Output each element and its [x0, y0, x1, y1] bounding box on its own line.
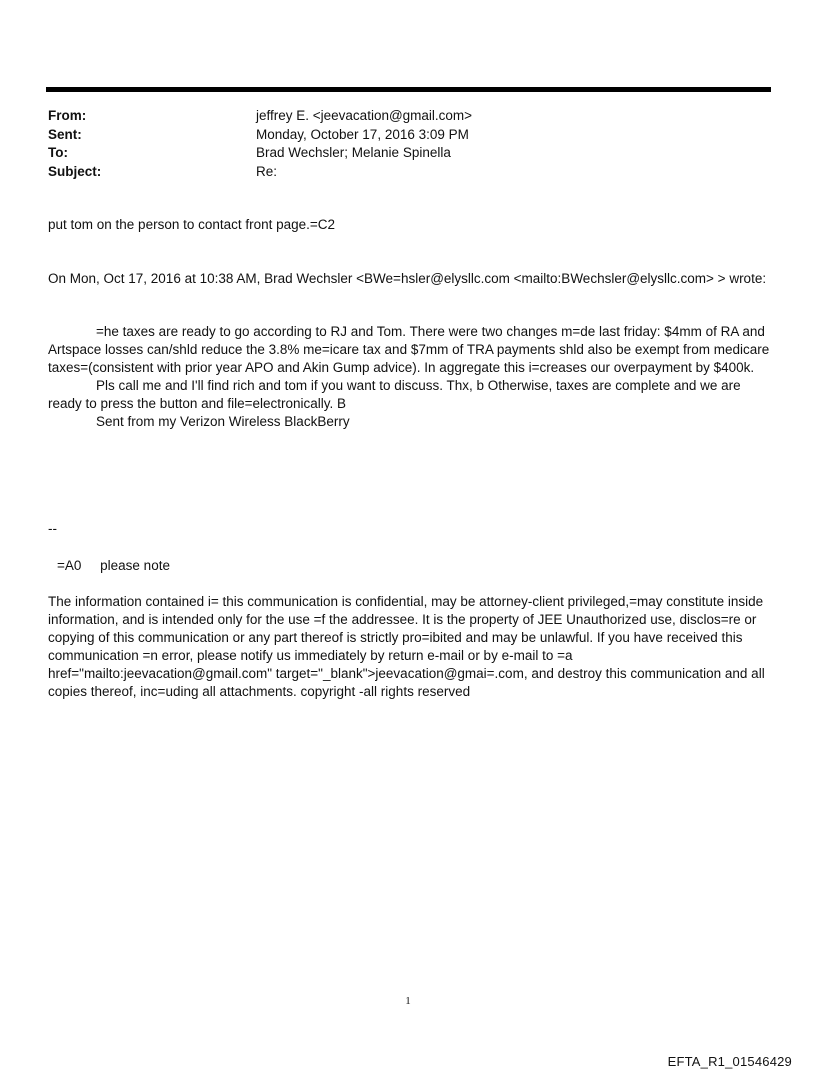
header-divider-rule: [46, 87, 771, 92]
sent-value: Monday, October 17, 2016 3:09 PM: [256, 126, 469, 142]
confidentiality-disclaimer: The information contained i= this communication is confidential, may be attorney-client privileged,=may constitute inside information, and is intended only for the use =f the addressee. It is the property of JEE Unauthorized use, disclos=re or copying of this communication or any part thereof is strictly pro=ibited and may be unlawful. If you have received this communication =n error, please notify us immediately by return e-mail or by e-mail to =a href="mailto:jeevacation@gmail.com" target="_blank">jeevacation@gmai=.com, and destroy this communication and all copies thereof, inc=uding all attachments. copyright -all rights reserved: [48, 594, 765, 699]
sent-label: Sent:: [48, 126, 82, 142]
to-label: To:: [48, 145, 68, 160]
from-value: jeffrey E. <jeevacation@gmail.com>: [256, 108, 473, 123]
signature-separator: --: [48, 521, 57, 536]
subject-label: Subject:: [48, 163, 102, 179]
quoted-signature: Sent from my Verizon Wireless BlackBerry: [96, 414, 350, 429]
quoted-paragraph-1: =he taxes are ready to go according to RJ and Tom. There were two changes m=de last friday: $4mm of RA and Artspace losses can/shld reduce the 3.8% me=icare tax and $7mm of TRA payments shld also be exempt from medicare taxes=(consistent with prior year APO and Akin Gump advice). In aggregate this i=creases our overpayment by $400k.: [48, 324, 770, 375]
to-value: Brad Wechsler; Melanie Spinella: [256, 145, 451, 160]
from-label: From:: [48, 108, 87, 123]
email-header-block: [48, 107, 768, 181]
header-row-from: [48, 107, 768, 126]
header-row-sent: [48, 126, 768, 145]
page-number: 1: [405, 995, 411, 1007]
subject-value: Re:: [256, 163, 278, 179]
quoted-paragraph-2: Pls call me and I'll find rich and tom if you want to discuss. Thx, b Otherwise, taxes are complete and we are ready to press the button and file=electronically. B: [48, 378, 741, 411]
document-id: EFTA_R1_01546429: [667, 1054, 792, 1069]
reply-message: put tom on the person to contact front page.=C2: [48, 217, 336, 232]
quote-intro: On Mon, Oct 17, 2016 at 10:38 AM, Brad Wechsler <BWe=hsler@elysllc.com <mailto:BWechsler@elysllc.com> > wrote:: [48, 271, 767, 286]
header-row-subject: [48, 163, 768, 182]
please-note-line: =A0 please note: [57, 558, 170, 573]
header-row-to: [48, 144, 768, 163]
